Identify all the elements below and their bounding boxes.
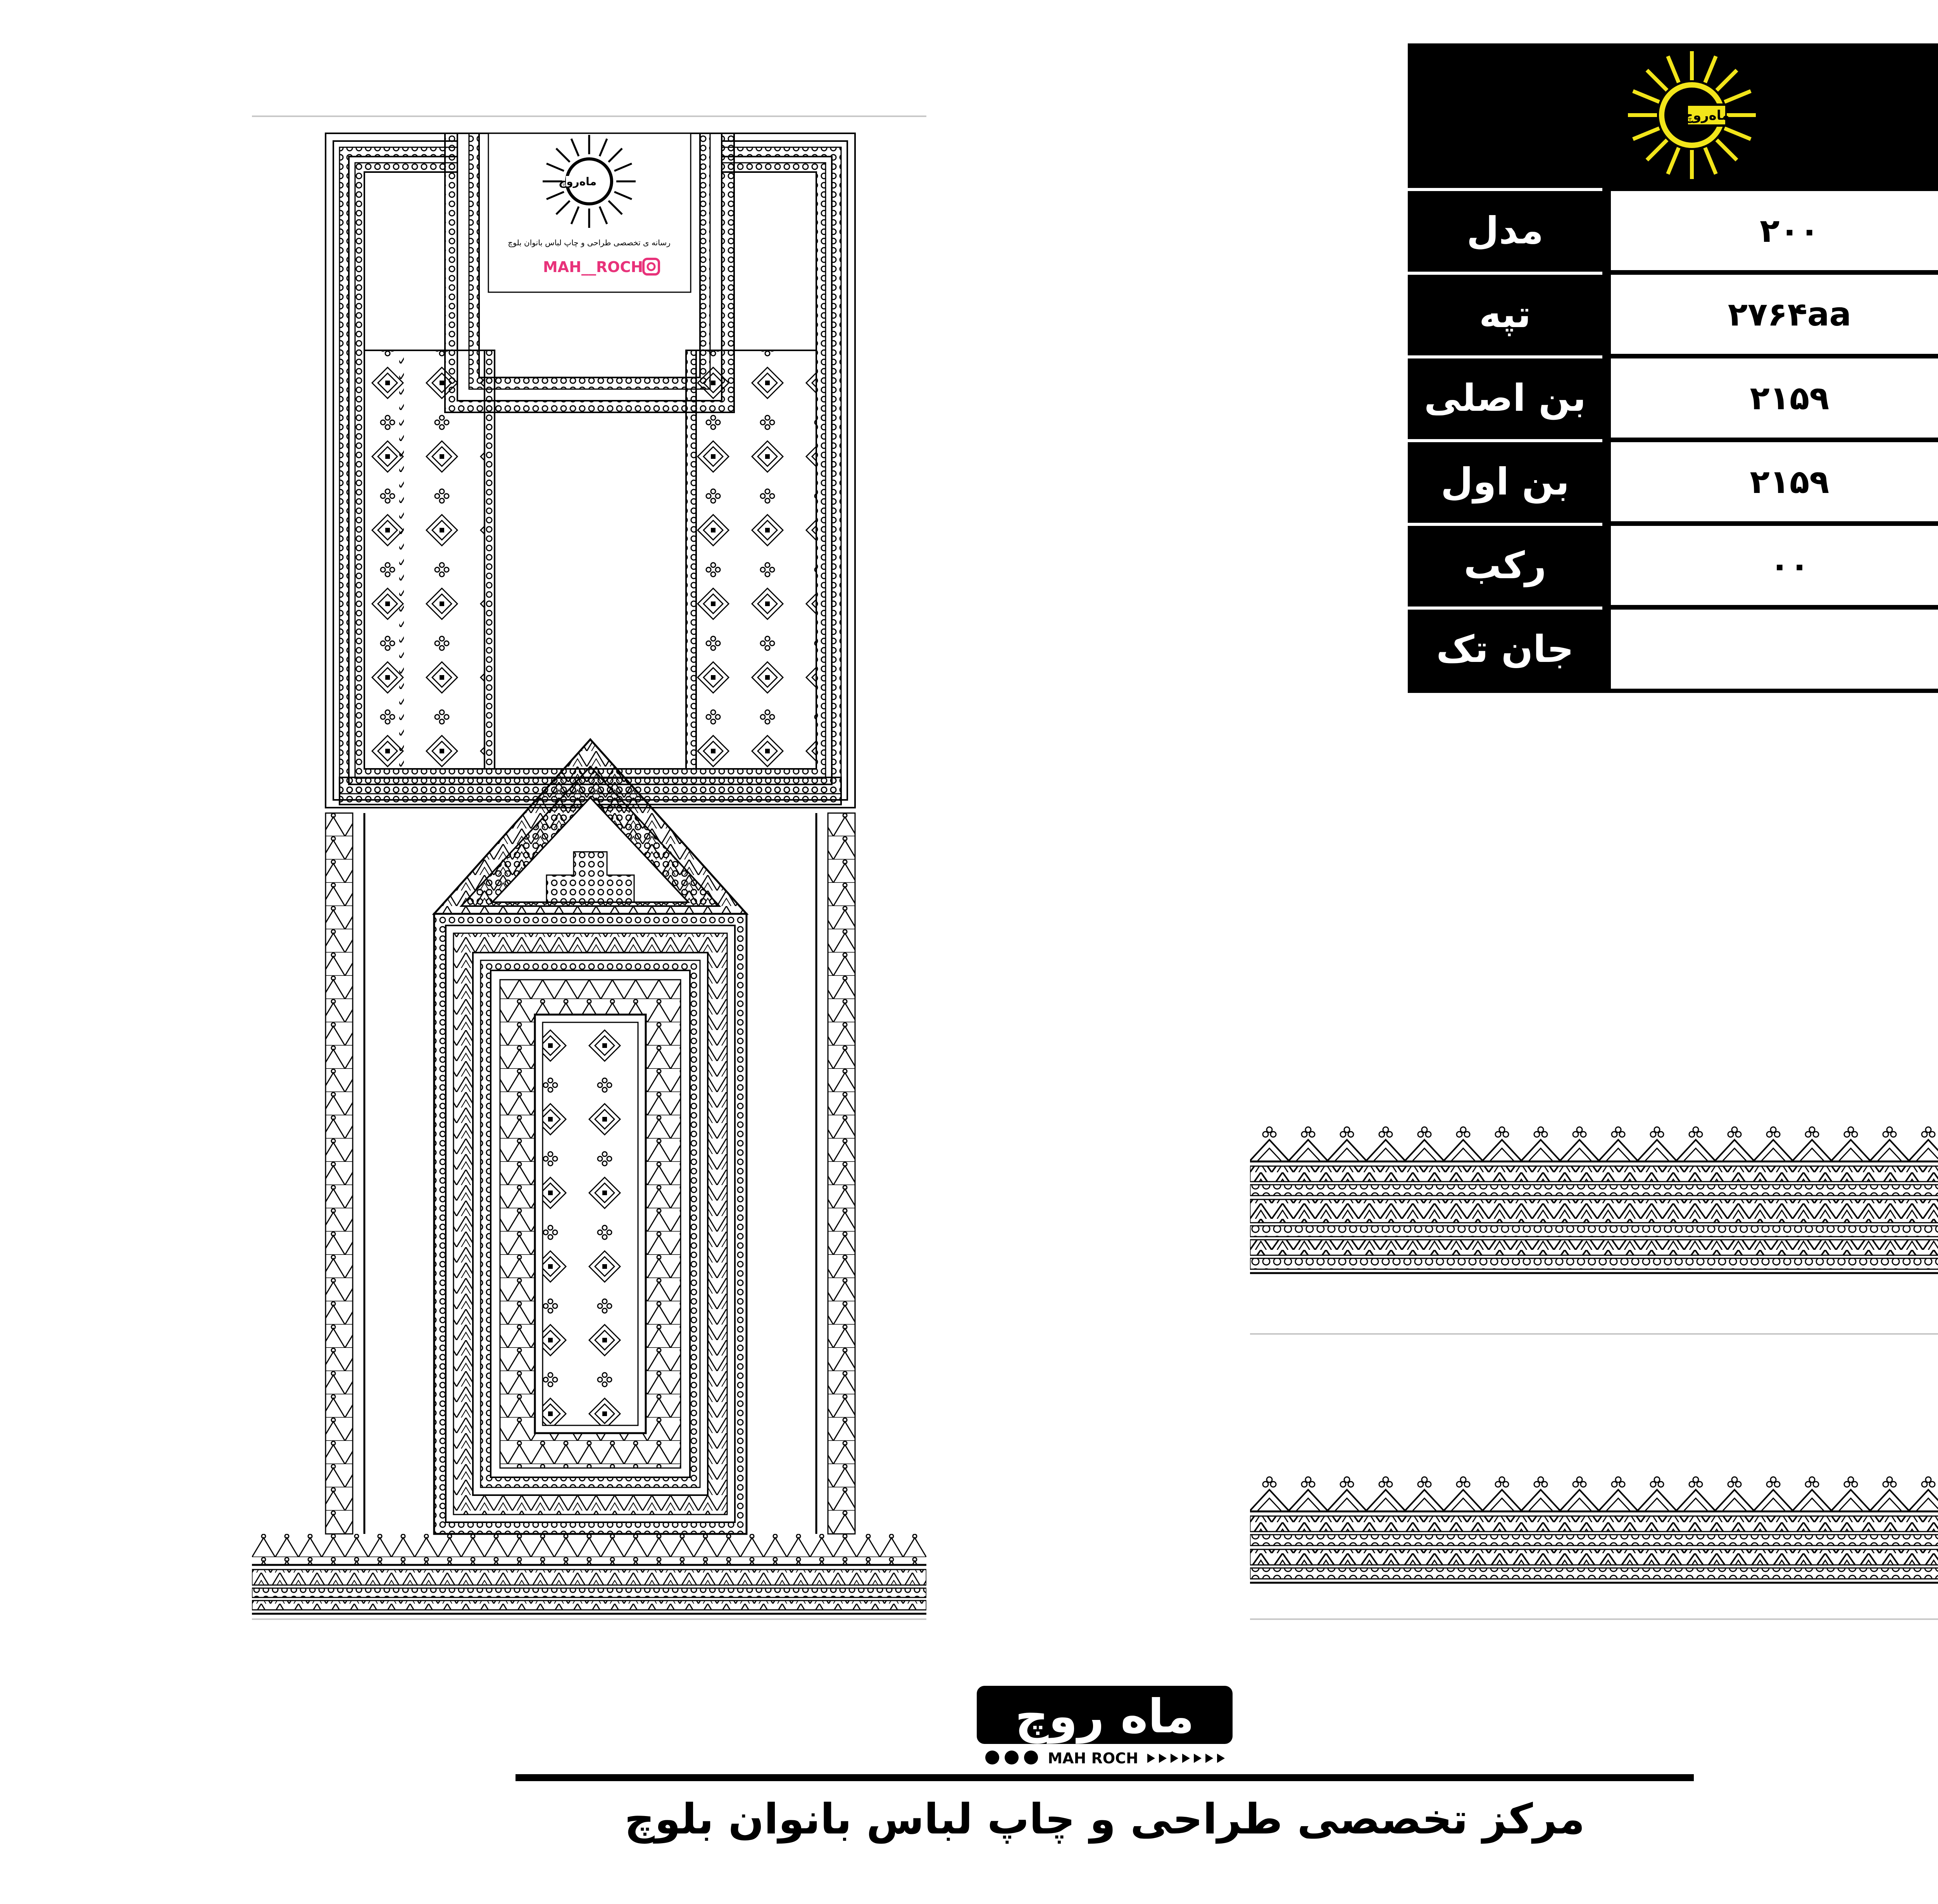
spec-label: تپه [1479,293,1531,336]
spec-value [1611,610,1938,689]
sun-logo-icon [1408,43,1938,189]
spec-value: ۲۰۰ [1611,191,1938,270]
collar-brand-text: رسانه ی تخصصی طراحی و چاپ لباس بانوان بلوچ [508,238,671,247]
hem-band [252,1534,926,1614]
spec-row-pocket [1408,607,1938,691]
spec-table [1408,43,1938,693]
spec-value: ۲۱۵۹ [1611,442,1938,521]
border-strip-narrow [1250,1476,1938,1588]
brand-logo [969,1678,1240,1771]
collar-handle: MAH__ROCH [543,258,643,276]
spec-row-model [1408,189,1938,272]
footer-tagline: مرکز تخصصی طراحی و چاپ لباس بانوان بلوچ [624,1795,1585,1844]
footer-logo-sub: MAH ROCH [1048,1750,1138,1767]
spec-row-cuff [1408,524,1938,607]
spec-label: مدل [1466,209,1544,252]
svg-text:ماه‌روچ: ماه‌روچ [1683,108,1730,123]
front-panel [434,739,747,1534]
spec-label: رکب [1464,544,1547,587]
spec-row-tape [1408,272,1938,356]
spec-value: ۲۷۶۴aa [1611,275,1938,354]
spec-row-main-base [1408,356,1938,440]
footer-divider [516,1774,1694,1781]
sun-logo-icon [543,135,636,228]
spec-value: ۲۱۵۹ [1611,358,1938,438]
spec-label: بن اصلی [1424,376,1586,420]
yoke-right-panel [696,350,816,769]
spec-row-first-base [1408,440,1938,524]
dress-embroidery-design [252,115,926,1635]
spec-label: جان تک [1436,627,1574,671]
side-band-left [326,813,364,1534]
svg-text:ماه‌روچ: ماه‌روچ [558,175,597,188]
yoke-left-panel [364,350,484,769]
footer-logo-text: ماه روچ [1015,1690,1195,1744]
spec-label: بن اول [1441,460,1569,503]
border-strip-wide [1250,1126,1938,1308]
rule-strip-1 [1250,1333,1938,1335]
rule-strip-2 [1250,1618,1938,1620]
spec-value: ۰۰ [1611,526,1938,605]
side-band-right [816,813,855,1534]
